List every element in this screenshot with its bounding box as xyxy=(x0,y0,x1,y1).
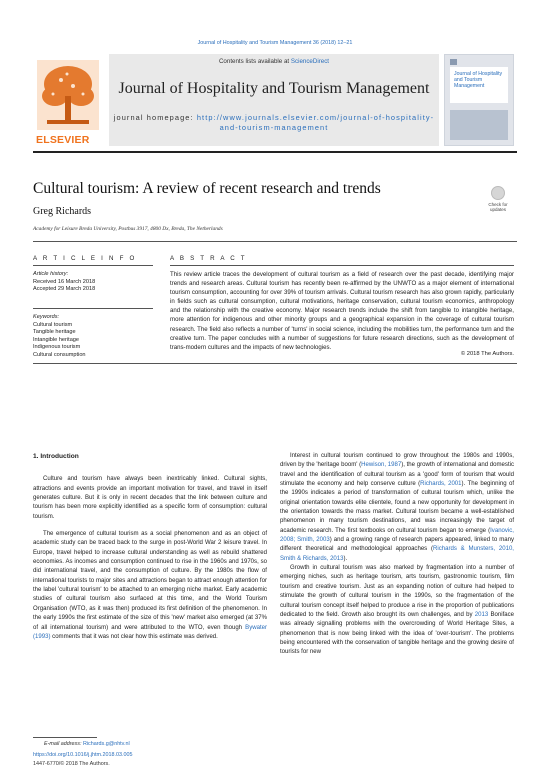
title-rule xyxy=(33,241,517,242)
check-for-updates-button[interactable] xyxy=(484,186,512,216)
homepage-label: journal homepage: xyxy=(113,113,197,122)
email-label: E-mail address: xyxy=(44,741,83,747)
contents-line xyxy=(109,58,439,65)
citation-link[interactable]: Hewison, 1987 xyxy=(361,462,402,469)
journal-cover-thumbnail xyxy=(444,54,514,146)
history-label: Article history: xyxy=(33,271,69,277)
right-column xyxy=(280,452,514,658)
body-paragraph: The emergence of cultural tourism as a social phenomenon and as an object of academic study can be traced back to the surge in post-World War 2 leisure travel. In Europe, travel helped to increase cultural understanding as well as rebuild shattered economies. As incomes and consumption continued to rise in the 1960s and 1970s, so did international travel, and the consumption of culture. By the 1980s the flow of international tourists to major sites and attractions began to attract enough attention for the label 'cultural tourism' to be attached to an emerging niche market. Early academic studies of cultural tourism also surfaced at this time, and the World Tourism Organisation (WTO, as it was then) produced its first definition of the phenomenon. In the early 1990s the first estimate of the size of this 'new' market also emerged (at 37% of all international tourism) and were attributed to the WTO, even though Bywater (1993) comments that it was not clear how this estimate was derived. xyxy=(33,531,267,640)
cover-title: Journal of Hospitality and Tourism Management xyxy=(454,71,503,89)
keyword-item: Indigenous tourism xyxy=(33,344,81,351)
keyword-item: Intangible heritage xyxy=(33,336,80,343)
header-rule xyxy=(33,151,517,153)
info-divider xyxy=(33,308,153,309)
received-date: Received 16 March 2018 xyxy=(33,278,96,285)
abstract-heading: A B S T R A C T xyxy=(170,255,247,262)
cover-logo-icon xyxy=(450,59,457,65)
citation-link[interactable]: Ivanovic, 2008; Smith, 2003 xyxy=(280,527,514,544)
keyword-item: Cultural tourism xyxy=(33,321,73,328)
article-title: Cultural tourism: A review of recent research and trends xyxy=(33,180,381,197)
check-updates-icon xyxy=(491,186,505,200)
citation-link[interactable]: Richards & Munsters, 2010, Smith & Richards, 2013 xyxy=(280,546,514,562)
journal-title: Journal of Hospitality and Tourism Management xyxy=(118,80,430,97)
body-paragraph: Culture and tourism have always been inextricably linked. Cultural sights, attractions and events provide an important motivation for travel, and travel in itself generates culture. But it is only in recent decades that the link between culture and tourism has been more explicitly identified as a specific form of consumption: cultural tourism. xyxy=(33,476,267,520)
section-heading: 1. Introduction xyxy=(33,453,79,460)
doi-link[interactable]: https://doi.org/10.1016/j.jhtm.2018.03.005 xyxy=(33,752,133,758)
abstract-bottom-rule xyxy=(33,363,517,364)
citation-link[interactable]: 2013 xyxy=(474,611,489,618)
body-paragraph: Growth in cultural tourism was also marked by fragmentation into a number of emerging niches, such as heritage tourism, arts tourism, gastronomic tourism, film tourism and creative tourism. Just as an expanding notion of culture had helped to stimulate the growth of cultural tourism in the 1990s, so the fragmentation of the cultural tourism concept itself helped to produce a rise in the proportion of publications dedicated to the field. Growth also brought its own challenges, and by 2013 Boniface was already signalling problems with the overcrowding of World Heritage Sites, a phenomenon that is now being linked with the idea of 'over-tourism'. The problems being encountered with the conservation of tangible heritage and the growing desire of tourists for new xyxy=(280,565,515,656)
journal-header xyxy=(33,54,513,149)
publisher-name: ELSEVIER xyxy=(36,134,90,146)
copyright-notice: © 2018 The Authors. xyxy=(460,351,514,357)
issn-line: 1447-6770/© 2018 The Authors. xyxy=(33,761,110,767)
email-footnote xyxy=(44,741,130,747)
cover-image xyxy=(450,110,508,140)
article-history xyxy=(33,271,153,294)
journal-homepage xyxy=(109,113,439,133)
left-column xyxy=(33,452,267,642)
citation-link[interactable]: Bywater (1993) xyxy=(33,624,267,640)
keywords-block xyxy=(33,314,153,360)
keyword-item: Cultural consumption xyxy=(33,351,86,358)
running-head[interactable]: Journal of Hospitality and Tourism Management 36 (2018) 12–21 xyxy=(197,40,353,46)
homepage-link-cont[interactable]: and-tourism-management xyxy=(219,123,329,132)
contents-prefix: Contents lists available at xyxy=(218,58,291,65)
author-name: Greg Richards xyxy=(33,206,92,217)
homepage-link[interactable]: http://www.journals.elsevier.com/journal-of-hospitality- xyxy=(196,113,435,122)
keywords-label: Keywords: xyxy=(33,314,60,320)
abstract-rule xyxy=(170,265,514,266)
article-info-heading: A R T I C L E I N F O xyxy=(33,255,137,262)
body-paragraph: Interest in cultural tourism continued to grow throughout the 1980s and 1990s, driven by the 'heritage boom' (Hewison, 1987), the growth of international and domestic travel and the identification of cultural tourism as a 'good' form of tourism that would stimulate the economy and help conserve culture (Richards, 2001). The beginning of the 1990s indicates a period of transformation of cultural tourism which, unlike the original orientation towards elite clientele, found a new opportunity for development in the orientation towards the mass market. Cultural tourism became a well-established phenomenon in many tourism destinations, and was increasingly the target of academic research. The first textbooks on cultural tourism began to emerge (Ivanovic, 2008; Smith, 2003) and a growing range of research papers appeared, linked to many different theoretical and methodological approaches (Richards & Munsters, 2010, Smith & Richards, 2013). xyxy=(280,453,514,562)
email-link[interactable]: Richards.g@nhtv.nl xyxy=(82,741,130,747)
citation-link[interactable]: Richards, 2001 xyxy=(420,481,462,488)
check-updates-label: Check for updates xyxy=(488,202,508,212)
accepted-date: Accepted 29 March 2018 xyxy=(33,286,96,293)
sciencedirect-link[interactable]: ScienceDirect xyxy=(290,58,330,65)
abstract-text: This review article traces the development of cultural tourism as a field of research over the past decade, identifying major trends and research areas. Cultural tourism has recently been re-affirmed by the UNWTO as a major element of international tourism consumption, accounting for over 39% of tourism arrivals. Cultural tourism research has also grown rapidly, particularly in fields such as cultural consumption, cultural motivations, heritage conservation, cultural tourism economics, anthropology and the relationship with the creative economy. Major research trends include the shift from tangible to intangible heritage, more attention for indigenous and other minority groups and a geographical expansion in the coverage of cultural tourism research. The field also reflects a number of 'turns' in social science, including the mobilities turn, the performance turn and the creative turn. The paper concludes with a number of suggestions for future research directions, such as the development of trans-modern cultures and the impacts of new technologies. xyxy=(170,271,514,351)
elsevier-tree-logo xyxy=(33,56,103,142)
info-rule xyxy=(33,265,153,266)
keyword-item: Tangible heritage xyxy=(33,329,76,336)
journal-banner xyxy=(109,54,439,146)
author-affiliation: Academy for Leisure Breda University, Postbus 3917, 4800 Dx, Breda, The Netherlands xyxy=(33,226,223,232)
footnote-rule xyxy=(33,737,97,738)
